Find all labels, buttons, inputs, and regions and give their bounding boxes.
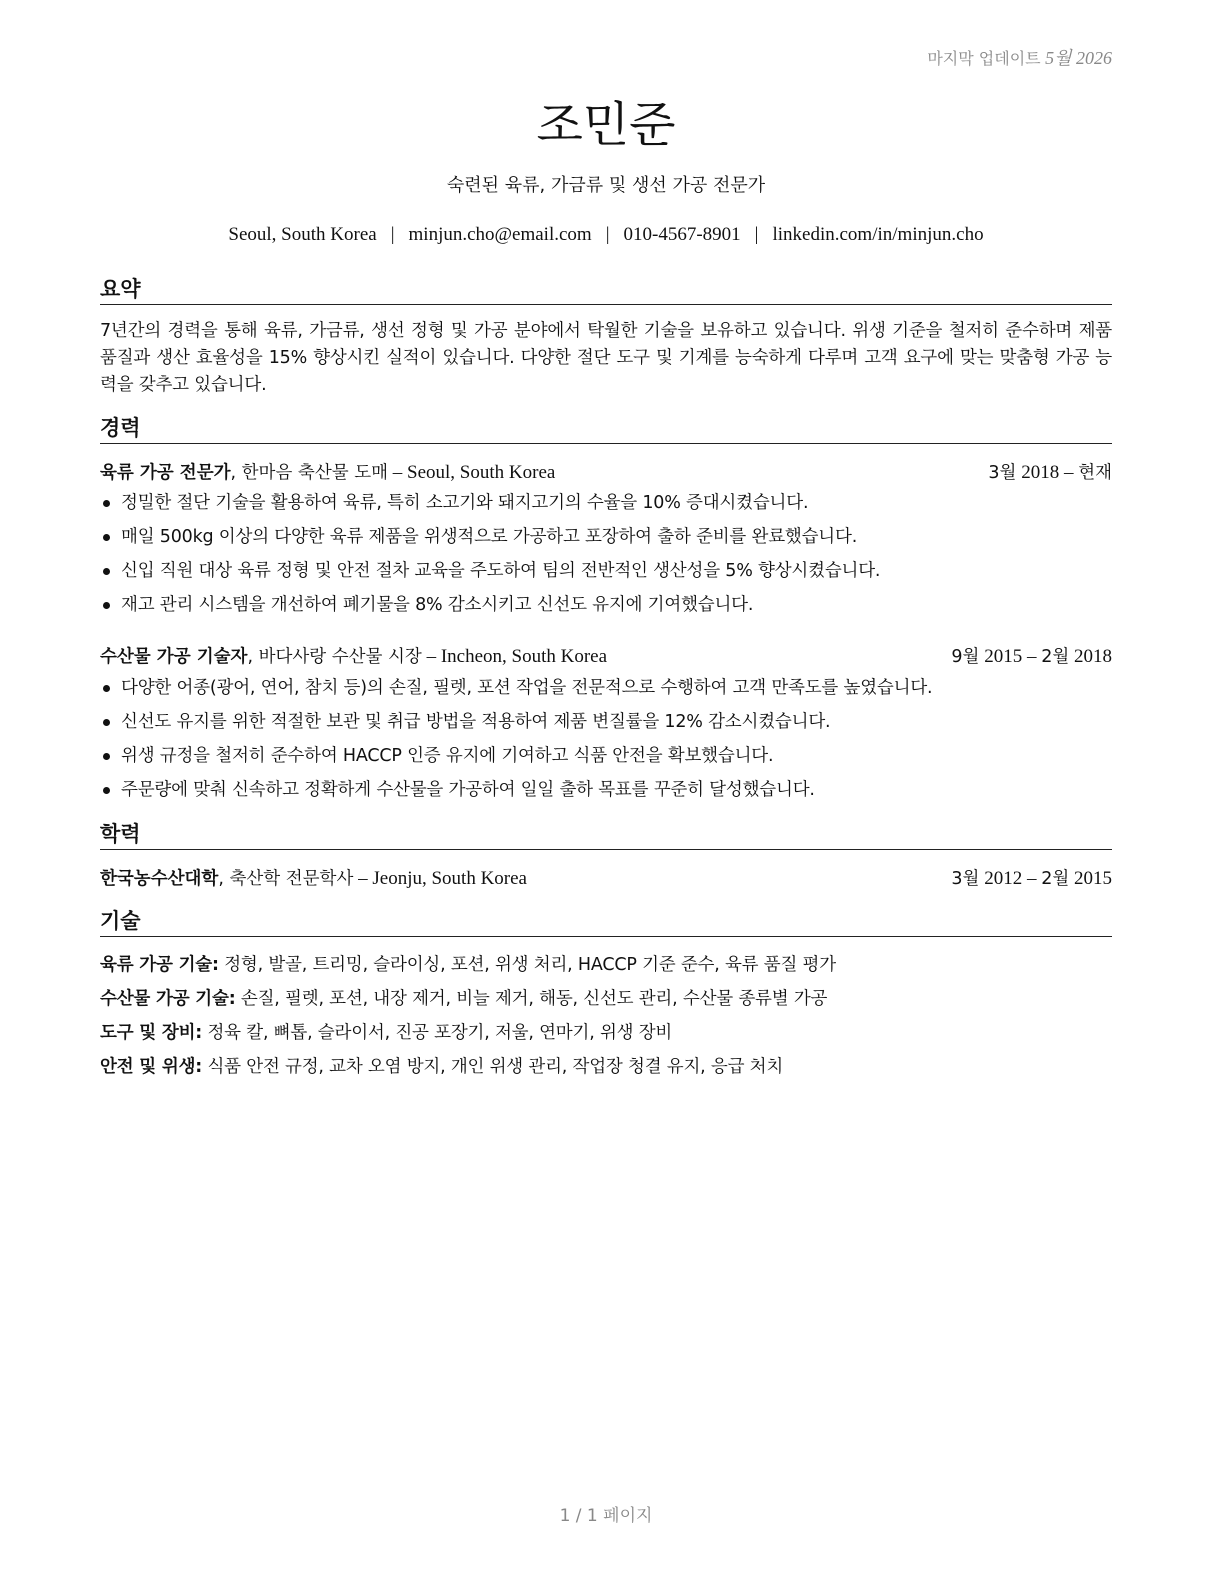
job-bullet: 다양한 어종(광어, 연어, 참치 등)의 손질, 필렛, 포션 작업을 전문적으로 수행하여 고객 만족도를 높였습니다.	[100, 675, 1112, 709]
last-updated-date: 5월 2026	[1045, 48, 1112, 68]
job-end-month: 2월	[1041, 647, 1070, 667]
skill-label: 수산물 가공 기술:	[100, 989, 236, 1009]
education-header	[100, 866, 1112, 892]
education-end-month: 2월	[1041, 869, 1070, 889]
job-bullets	[100, 675, 1112, 811]
skill-value: 식품 안전 규정, 교차 오염 방지, 개인 위생 관리, 작업장 청결 유지, 응급 처치	[202, 1057, 784, 1077]
section-title-experience: 경력	[100, 415, 1112, 444]
contact-separator: |	[390, 224, 395, 245]
contact-phone[interactable]: 010-4567-8901	[623, 224, 741, 245]
job-header	[100, 460, 1112, 486]
job-bullet: 매일 500kg 이상의 다양한 육류 제품을 위생적으로 가공하고 포장하여 출하 준비를 완료했습니다.	[100, 524, 1112, 558]
section-title-skills: 기술	[100, 908, 1112, 937]
education-dates	[951, 866, 1112, 892]
job-dates	[951, 644, 1112, 670]
skill-value: 정육 칼, 뼈톱, 슬라이서, 진공 포장기, 저울, 연마기, 위생 장비	[202, 1023, 673, 1043]
contact-linkedin[interactable]: linkedin.com/in/minjun.cho	[772, 224, 984, 245]
section-title-education: 학력	[100, 821, 1112, 850]
skill-label: 육류 가공 기술:	[100, 955, 219, 975]
contact-location: Seoul, South Korea	[228, 224, 377, 245]
job-bullet: 위생 규정을 철저히 준수하여 HACCP 인증 유지에 기여하고 식품 안전을 확보했습니다.	[100, 743, 1112, 777]
job-bullet: 재고 관리 시스템을 개선하여 폐기물을 8% 감소시키고 신선도 유지에 기여했습니다.	[100, 592, 1112, 626]
education-degree: , 축산학 전문학사	[218, 869, 354, 889]
education-school: 한국농수산대학	[100, 869, 219, 889]
skill-row	[100, 986, 1112, 1016]
job-bullet: 신선도 유지를 위한 적절한 보관 및 취급 방법을 적용하여 제품 변질률을 12% 감소시켰습니다.	[100, 709, 1112, 743]
job-org: , 한마음 축산물 도매	[230, 463, 389, 483]
contact-separator: |	[754, 224, 759, 245]
job-role: 육류 가공 전문가	[100, 463, 231, 483]
skill-row	[100, 952, 1112, 982]
page-number: 1 / 1 페이지	[559, 1506, 653, 1526]
contact-separator: |	[605, 224, 610, 245]
skill-row	[100, 1054, 1112, 1084]
education-end-rest: 2015	[1069, 868, 1112, 889]
job-end-rest: 2018	[1069, 646, 1112, 667]
skill-label: 안전 및 위생:	[100, 1057, 203, 1077]
contact-email[interactable]: minjun.cho@email.com	[408, 224, 592, 245]
contact-line	[100, 224, 1112, 246]
job-bullets	[100, 490, 1112, 626]
job-bullet: 정밀한 절단 기술을 활용하여 육류, 특히 소고기와 돼지고기의 수율을 10% 증대시켰습니다.	[100, 490, 1112, 524]
job-header	[100, 644, 1112, 670]
last-updated-label: 마지막 업데이트	[927, 49, 1041, 68]
section-title-summary: 요약	[100, 276, 1112, 305]
last-updated	[927, 44, 1112, 70]
job-role: 수산물 가공 기술자	[100, 647, 248, 667]
job-start-rest: 2015 –	[979, 646, 1042, 667]
candidate-headline: 숙련된 육류, 가금류 및 생선 가공 전문가	[446, 175, 766, 196]
skill-value: 손질, 필렛, 포션, 내장 제거, 비늘 제거, 해동, 신선도 관리, 수산물 종류별 가공	[235, 989, 828, 1009]
education-start-rest: 2012 –	[979, 868, 1042, 889]
job-bullet: 주문량에 맞춰 신속하고 정확하게 수산물을 가공하여 일일 출하 목표를 꾸준히 달성했습니다.	[100, 777, 1112, 811]
candidate-name: 조민준	[536, 97, 676, 153]
job-start-rest: 2018 –	[1016, 462, 1079, 483]
skill-value: 정형, 발골, 트리밍, 슬라이싱, 포션, 위생 처리, HACCP 기준 준수, 육류 품질 평가	[218, 955, 836, 975]
summary-text: 7년간의 경력을 통해 육류, 가금류, 생선 정형 및 가공 분야에서 탁월한 기술을 보유하고 있습니다. 위생 기준을 철저히 준수하며 제품 품질과 생산 효율성을 15% 향상시킨 실적이 있습니다. 다양한 절단 도구 및 기계를 능숙하게 다루며 고객 요구에 맞는 맞춤형 가공 능력을 갖추고 있습니다.	[100, 321, 1112, 395]
education-start-month: 3월	[951, 869, 980, 889]
job-org: , 바다사랑 수산물 시장	[247, 647, 422, 667]
job-end-month: 현재	[1078, 463, 1112, 483]
job-bullet: 신입 직원 대상 육류 정형 및 안전 절차 교육을 주도하여 팀의 전반적인 생산성을 5% 향상시켰습니다.	[100, 558, 1112, 592]
education-location: – Jeonju, South Korea	[353, 868, 527, 889]
skill-label: 도구 및 장비:	[100, 1023, 203, 1043]
job-dates	[988, 460, 1112, 486]
job-start-month: 3월	[988, 463, 1017, 483]
skill-row	[100, 1020, 1112, 1050]
resume-page	[100, 0, 1112, 1584]
job-start-month: 9월	[951, 647, 980, 667]
job-location: – Seoul, South Korea	[388, 462, 556, 483]
job-location: – Incheon, South Korea	[421, 646, 608, 667]
